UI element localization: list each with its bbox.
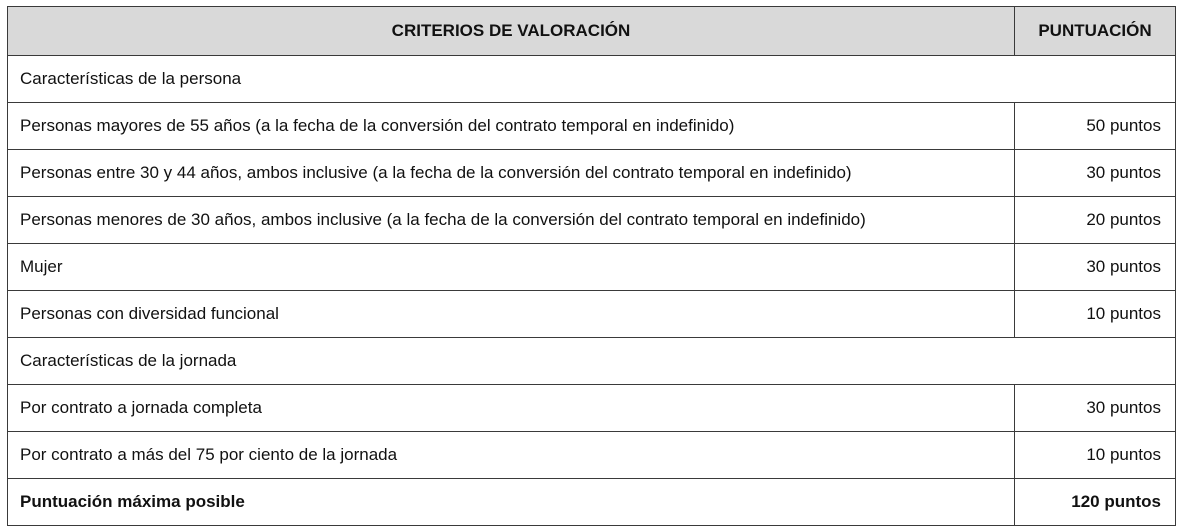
section-row-jornada bbox=[8, 338, 1176, 385]
table-header-row bbox=[8, 7, 1176, 56]
criterion-cell: Personas entre 30 y 44 años, ambos inclusive (a la fecha de la conversión del contrato temporal en indefinido) bbox=[8, 150, 1015, 197]
scoring-criteria-table bbox=[7, 6, 1176, 526]
total-row bbox=[8, 479, 1176, 526]
points-cell: 10 puntos bbox=[1015, 432, 1176, 479]
points-cell: 10 puntos bbox=[1015, 291, 1176, 338]
points-cell: 30 puntos bbox=[1015, 244, 1176, 291]
points-cell: 30 puntos bbox=[1015, 385, 1176, 432]
criterion-cell: Por contrato a jornada completa bbox=[8, 385, 1015, 432]
table-row bbox=[8, 432, 1176, 479]
criterion-cell: Mujer bbox=[8, 244, 1015, 291]
section-row-persona bbox=[8, 56, 1176, 103]
table-row bbox=[8, 244, 1176, 291]
table-row bbox=[8, 197, 1176, 244]
points-cell: 20 puntos bbox=[1015, 197, 1176, 244]
table-row bbox=[8, 385, 1176, 432]
criterion-cell: Personas menores de 30 años, ambos inclusive (a la fecha de la conversión del contrato temporal en indefinido) bbox=[8, 197, 1015, 244]
section-title: Características de la jornada bbox=[8, 338, 1176, 385]
total-points: 120 puntos bbox=[1015, 479, 1176, 526]
criterion-cell: Personas mayores de 55 años (a la fecha de la conversión del contrato temporal en indefinido) bbox=[8, 103, 1015, 150]
header-score: PUNTUACIÓN bbox=[1015, 7, 1176, 56]
points-cell: 50 puntos bbox=[1015, 103, 1176, 150]
criterion-cell: Por contrato a más del 75 por ciento de la jornada bbox=[8, 432, 1015, 479]
criterion-cell: Personas con diversidad funcional bbox=[8, 291, 1015, 338]
total-label: Puntuación máxima posible bbox=[8, 479, 1015, 526]
header-criteria: CRITERIOS DE VALORACIÓN bbox=[8, 7, 1015, 56]
section-title: Características de la persona bbox=[8, 56, 1176, 103]
table-row bbox=[8, 150, 1176, 197]
table-row bbox=[8, 291, 1176, 338]
table-row bbox=[8, 103, 1176, 150]
points-cell: 30 puntos bbox=[1015, 150, 1176, 197]
